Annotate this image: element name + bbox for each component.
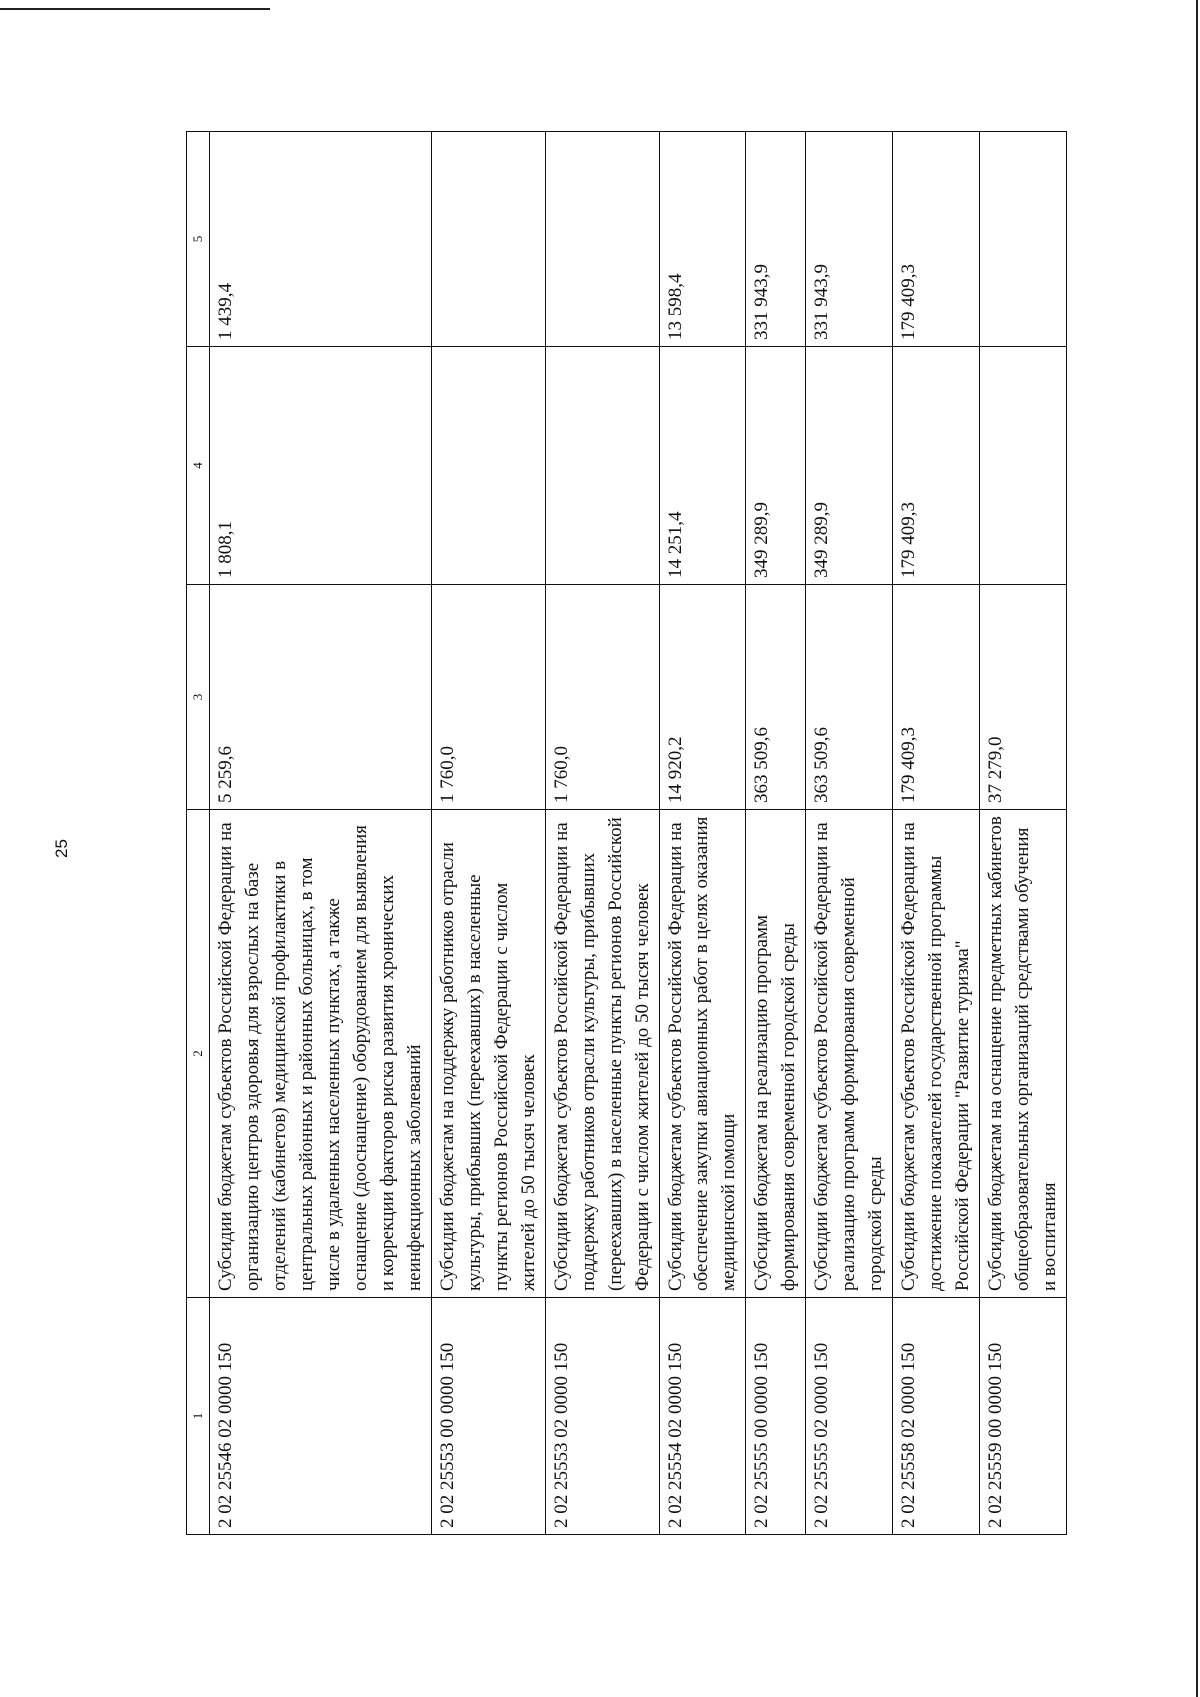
table-row [806, 132, 893, 1535]
table-row [659, 132, 746, 1535]
header-col-1: 1 [187, 1298, 210, 1535]
amount-col-4: 349 289,9 [806, 347, 893, 585]
budget-item-name: Субсидии бюджетам на оснащение предметных кабинетов общеобразовательных организаций средствами обучения и воспитания [980, 810, 1067, 1298]
budget-code: 2 02 25559 00 0000 150 [980, 1298, 1067, 1535]
table-row [431, 132, 545, 1535]
amount-col-3: 179 409,3 [893, 585, 980, 810]
table-body [210, 132, 1067, 1535]
budget-item-name: Субсидии бюджетам субъектов Российской Федерации на организацию центров здоровья для взрослых на базе отделений (кабинетов) медицинской профилактики в центральных районных и районных больницах, в том числе в удаленных населенных пунктах, а также оснащение (дооснащение) оборудованием для выявления и коррекции факторов риска развития хронических неинфекционных заболеваний [210, 810, 432, 1298]
amount-col-5 [431, 132, 545, 347]
amount-col-4: 179 409,3 [893, 347, 980, 585]
budget-code: 2 02 25558 02 0000 150 [893, 1298, 980, 1535]
budget-item-name: Субсидии бюджетам на реализацию программ формирования современной городской среды [746, 810, 806, 1298]
table-row [893, 132, 980, 1535]
amount-col-3: 37 279,0 [980, 585, 1067, 810]
page-number: 25 [52, 839, 71, 858]
amount-col-5 [545, 132, 659, 347]
budget-item-name: Субсидии бюджетам субъектов Российской Федерации на поддержку работников отрасли культуры, прибывших (переехавших) в населенные пункты регионов Российской Федерации с числом жителей до 50 тысяч человек [545, 810, 659, 1298]
header-col-3: 3 [187, 585, 210, 810]
amount-col-4: 14 251,4 [659, 347, 746, 585]
amount-col-3: 363 509,6 [746, 585, 806, 810]
amount-col-5: 179 409,3 [893, 132, 980, 347]
table-frame [186, 132, 1064, 1535]
budget-code: 2 02 25555 00 0000 150 [746, 1298, 806, 1535]
amount-col-4: 1 808,1 [210, 347, 432, 585]
scan-edge-right [1196, 0, 1198, 1697]
amount-col-4 [980, 347, 1067, 585]
amount-col-5: 331 943,9 [806, 132, 893, 347]
scan-edge-top [0, 8, 270, 10]
table-row [980, 132, 1067, 1535]
budget-table [186, 131, 1067, 1535]
budget-code: 2 02 25555 02 0000 150 [806, 1298, 893, 1535]
amount-col-5: 13 598,4 [659, 132, 746, 347]
amount-col-4 [431, 347, 545, 585]
table-row [746, 132, 806, 1535]
header-col-5: 5 [187, 132, 210, 347]
budget-item-name: Субсидии бюджетам субъектов Российской Федерации на достижение показателей государственной программы Российской Федерации "Развитие туризма" [893, 810, 980, 1298]
header-row [187, 132, 210, 1535]
budget-code: 2 02 25546 02 0000 150 [210, 1298, 432, 1535]
amount-col-3: 1 760,0 [545, 585, 659, 810]
budget-item-name: Субсидии бюджетам субъектов Российской Федерации на обеспечение закупки авиационных работ в целях оказания медицинской помощи [659, 810, 746, 1298]
table-row [210, 132, 432, 1535]
amount-col-5: 331 943,9 [746, 132, 806, 347]
budget-item-name: Субсидии бюджетам субъектов Российской Федерации на реализацию программ формирования современной городской среды [806, 810, 893, 1298]
amount-col-3: 363 509,6 [806, 585, 893, 810]
table-header [187, 132, 210, 1535]
amount-col-4: 349 289,9 [746, 347, 806, 585]
amount-col-3: 14 920,2 [659, 585, 746, 810]
header-col-4: 4 [187, 347, 210, 585]
budget-code: 2 02 25553 02 0000 150 [545, 1298, 659, 1535]
budget-item-name: Субсидии бюджетам на поддержку работников отрасли культуры, прибывших (переехавших) в населенные пункты регионов Российской Федерации с числом жителей до 50 тысяч человек [431, 810, 545, 1298]
table-row [545, 132, 659, 1535]
amount-col-3: 5 259,6 [210, 585, 432, 810]
amount-col-5 [980, 132, 1067, 347]
amount-col-3: 1 760,0 [431, 585, 545, 810]
budget-code: 2 02 25553 00 0000 150 [431, 1298, 545, 1535]
amount-col-4 [545, 347, 659, 585]
budget-code: 2 02 25554 02 0000 150 [659, 1298, 746, 1535]
header-col-2: 2 [187, 810, 210, 1298]
amount-col-5: 1 439,4 [210, 132, 432, 347]
